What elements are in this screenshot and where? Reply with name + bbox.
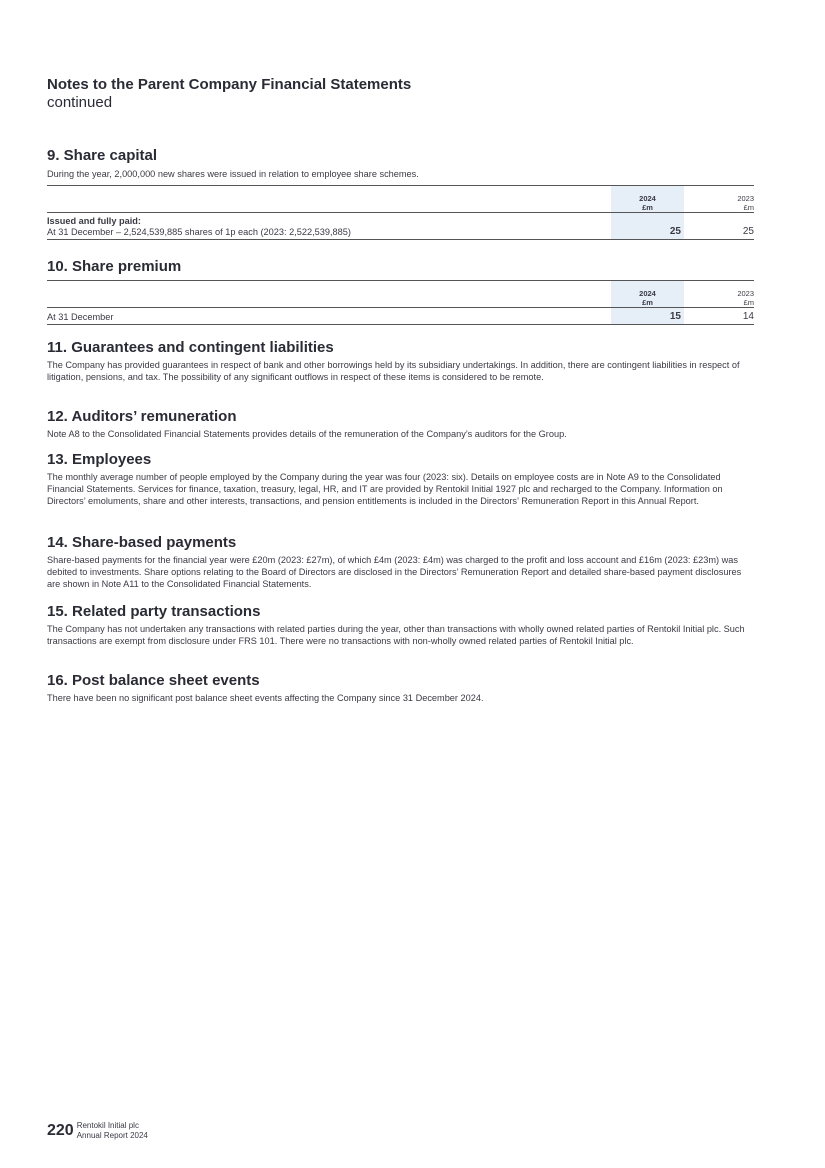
share-capital-table (47, 185, 754, 240)
table-header-row (47, 186, 754, 213)
section-heading: 15. Related party transactions (47, 603, 261, 620)
section-body: Share-based payments for the financial year were £20m (2023: £27m), of which £4m (2023: £4m) was charged to the profit and loss account and £16m (2023: £23m) was debited to investments. Share options relating to the Board of Directors are disclosed in the Directors’ Remuneration Report and detailed share-based payment disclosures are shown in Note A11 to the Consolidated Financial Statements. (47, 555, 742, 589)
section-share-premium (47, 258, 754, 325)
row-label: At 31 December – 2,524,539,885 shares of 1p each (2023: 2,522,539,885) (47, 226, 611, 240)
section-related-party-transactions (47, 603, 754, 647)
section-heading: 12. Auditors’ remuneration (47, 408, 237, 425)
section-heading: 14. Share-based payments (47, 534, 237, 551)
table-row (47, 226, 754, 240)
section-guarantees (47, 339, 754, 383)
section-share-capital (47, 147, 754, 240)
section-heading: 11. Guarantees and contingent liabilities (47, 339, 334, 356)
section-body: The Company has provided guarantees in respect of bank and other borrowings held by its subsidiary undertakings. In addition, there are contingent liabilities in respect of litigation, pensions, and tax. The possibility of any significant outflows in respect of these items is considered to be remote. (47, 360, 740, 382)
value-2023: 25 (684, 226, 754, 240)
section-body: The Company has not undertaken any transactions with related parties during the year, other than transactions with wholly owned related parties of Rentokil Initial plc. Such transactions are exempt from disclosure under FRS 101. There were no transactions with non-wholly owned related parties of Rentokil Initial plc. (47, 624, 745, 646)
row-heading: Issued and fully paid: (47, 216, 141, 226)
row-label: At 31 December (47, 308, 611, 325)
column-header-2024: 2024 £m (611, 186, 684, 213)
value-2024: 25 (611, 226, 684, 240)
page-number: 220 (47, 1122, 74, 1139)
share-premium-table (47, 280, 754, 325)
value-2023: 14 (684, 308, 754, 325)
footer-company: Rentokil Initial plc (76, 1121, 139, 1130)
section-body: The monthly average number of people employed by the Company during the year was four (2023: six). Details on employee costs are in Note A9 to the Consolidated Financial Statements. Services for finance, taxation, treasury, legal, HR, and IT are provided by Rentokil Initial 1927 plc and recharged to the Company. Information on Directors’ emoluments, share and other interests, transactions, and pension entitlements is included in the Directors’ Remuneration Report in this Annual Report. (47, 472, 723, 506)
section-share-based-payments (47, 534, 754, 590)
section-heading: 9. Share capital (47, 147, 158, 164)
page-subtitle: continued (47, 94, 113, 111)
column-header-2024: 2024 £m (611, 281, 684, 308)
column-header-2023: 2023 £m (684, 186, 754, 213)
section-heading: 10. Share premium (47, 258, 182, 275)
value-2024: 15 (611, 308, 684, 325)
section-heading: 13. Employees (47, 451, 152, 468)
page-title: Notes to the Parent Company Financial Statements (47, 76, 412, 93)
table-row (47, 308, 754, 325)
section-body: There have been no significant post balance sheet events affecting the Company since 31 December 2024. (47, 693, 484, 703)
section-heading: 16. Post balance sheet events (47, 672, 260, 689)
section-body: Note A8 to the Consolidated Financial Statements provides details of the remuneration of the Company’s auditors for the Group. (47, 429, 567, 439)
section-intro: During the year, 2,000,000 new shares were issued in relation to employee share schemes. (47, 169, 419, 179)
footer-report: Annual Report 2024 (76, 1130, 148, 1140)
section-post-balance-sheet-events (47, 672, 754, 704)
column-header-2023: 2023 £m (684, 281, 754, 308)
section-employees (47, 451, 754, 507)
section-auditors-remuneration (47, 408, 754, 440)
table-header-row (47, 281, 754, 308)
table-row (47, 213, 754, 227)
footer-publication (77, 1121, 148, 1140)
page-footer (47, 1121, 148, 1140)
